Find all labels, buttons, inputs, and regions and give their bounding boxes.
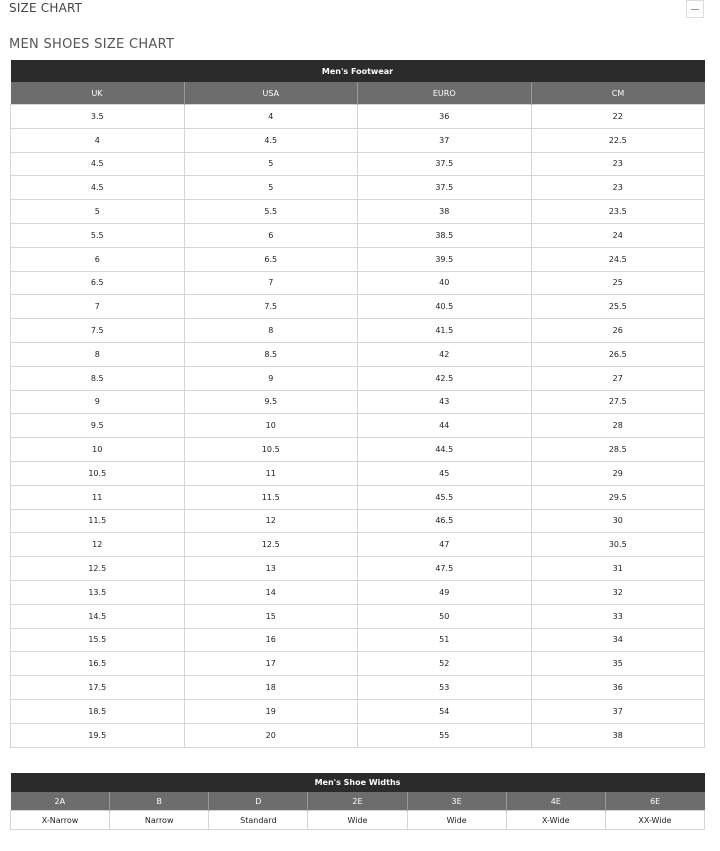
table-cell: 14.5 <box>11 604 185 628</box>
table-cell: 15.5 <box>11 628 185 652</box>
table-cell: 55 <box>358 723 532 747</box>
table-cell: 44 <box>358 414 532 438</box>
table-cell: 12 <box>184 509 358 533</box>
table-row <box>11 652 705 676</box>
table-cell: 27 <box>531 366 705 390</box>
table-cell: 42.5 <box>358 366 532 390</box>
table-row <box>11 128 705 152</box>
table-cell: 18 <box>184 676 358 700</box>
table-row <box>11 557 705 581</box>
shoe-width-table <box>10 773 705 830</box>
table-cell: 13.5 <box>11 580 185 604</box>
modal-title: SIZE CHART <box>9 1 83 15</box>
table-row <box>11 676 705 700</box>
table-cell: 9 <box>11 390 185 414</box>
column-header: UK <box>11 82 185 105</box>
table-caption: Men's Footwear <box>11 60 705 82</box>
table-row <box>11 811 705 830</box>
table-cell: 35 <box>531 652 705 676</box>
table-cell: 9 <box>184 366 358 390</box>
table-cell: 36 <box>358 105 532 129</box>
table-cell: 46.5 <box>358 509 532 533</box>
column-header: 2A <box>11 792 110 811</box>
table-row <box>11 319 705 343</box>
table-cell: 12.5 <box>11 557 185 581</box>
table-row <box>11 105 705 129</box>
column-header: USA <box>184 82 358 105</box>
table-cell: 53 <box>358 676 532 700</box>
table-cell: 26 <box>531 319 705 343</box>
table-cell: 6 <box>184 223 358 247</box>
table-row <box>11 509 705 533</box>
table-row <box>11 533 705 557</box>
table-cell: 19 <box>184 699 358 723</box>
table-cell: 8.5 <box>11 366 185 390</box>
table-cell: 4.5 <box>11 176 185 200</box>
table-cell: 51 <box>358 628 532 652</box>
table-cell: 26.5 <box>531 342 705 366</box>
table-cell: 47 <box>358 533 532 557</box>
table-cell: 3.5 <box>11 105 185 129</box>
column-header: B <box>110 792 209 811</box>
table-row <box>11 414 705 438</box>
table-cell: 6.5 <box>184 247 358 271</box>
table-cell: 11 <box>184 461 358 485</box>
table-row <box>11 699 705 723</box>
table-row <box>11 223 705 247</box>
table-cell: 24 <box>531 223 705 247</box>
table-row <box>11 723 705 747</box>
table-row <box>11 580 705 604</box>
table-cell: 5 <box>184 176 358 200</box>
table-row <box>11 438 705 462</box>
table-cell: 25 <box>531 271 705 295</box>
table-cell: 37.5 <box>358 152 532 176</box>
table-cell: 28.5 <box>531 438 705 462</box>
column-header: 6E <box>605 792 704 811</box>
table-caption: Men's Shoe Widths <box>11 773 705 792</box>
table-cell: 14 <box>184 580 358 604</box>
table-cell: 23.5 <box>531 200 705 224</box>
table-cell: 8.5 <box>184 342 358 366</box>
table-cell: 11.5 <box>11 509 185 533</box>
table-cell: 9.5 <box>184 390 358 414</box>
table-cell: 17.5 <box>11 676 185 700</box>
table-cell: 5.5 <box>11 223 185 247</box>
modal-header <box>0 0 720 22</box>
table-cell: 40 <box>358 271 532 295</box>
table-cell: 7.5 <box>184 295 358 319</box>
table-cell: 12 <box>11 533 185 557</box>
table-cell: 41.5 <box>358 319 532 343</box>
table-cell: 39.5 <box>358 247 532 271</box>
table-cell: 16 <box>184 628 358 652</box>
table-cell: 43 <box>358 390 532 414</box>
table-cell: 37.5 <box>358 176 532 200</box>
table-cell: 25.5 <box>531 295 705 319</box>
column-header: EURO <box>358 82 532 105</box>
table-cell: Narrow <box>110 811 209 830</box>
table-cell: 38 <box>358 200 532 224</box>
table-cell: 11.5 <box>184 485 358 509</box>
table-row <box>11 271 705 295</box>
column-header: 4E <box>506 792 605 811</box>
table-cell: 4 <box>11 128 185 152</box>
table-cell: X-Wide <box>506 811 605 830</box>
table-cell: 10.5 <box>11 461 185 485</box>
table-cell: 17 <box>184 652 358 676</box>
table-cell: 4.5 <box>184 128 358 152</box>
table-cell: 49 <box>358 580 532 604</box>
table-cell: 7.5 <box>11 319 185 343</box>
table-cell: 7 <box>184 271 358 295</box>
table-row <box>11 295 705 319</box>
minus-icon[interactable] <box>686 0 704 18</box>
table-cell: 6 <box>11 247 185 271</box>
table-cell: 22 <box>531 105 705 129</box>
table-row <box>11 342 705 366</box>
table-cell: X-Narrow <box>11 811 110 830</box>
table-cell: 23 <box>531 152 705 176</box>
table-cell: 7 <box>11 295 185 319</box>
table-cell: 9.5 <box>11 414 185 438</box>
table-cell: 42 <box>358 342 532 366</box>
table-cell: 20 <box>184 723 358 747</box>
column-header: D <box>209 792 308 811</box>
table-cell: 38.5 <box>358 223 532 247</box>
table-cell: 10.5 <box>184 438 358 462</box>
table-cell: 37 <box>531 699 705 723</box>
table-cell: 54 <box>358 699 532 723</box>
table-cell: 33 <box>531 604 705 628</box>
table-cell: 45.5 <box>358 485 532 509</box>
table-cell: XX-Wide <box>605 811 704 830</box>
table-cell: 8 <box>184 319 358 343</box>
table-cell: 5 <box>184 152 358 176</box>
table-cell: Wide <box>407 811 506 830</box>
table-cell: 10 <box>184 414 358 438</box>
table-cell: 30 <box>531 509 705 533</box>
table-cell: 11 <box>11 485 185 509</box>
table-cell: 38 <box>531 723 705 747</box>
table-cell: 27.5 <box>531 390 705 414</box>
table-cell: 15 <box>184 604 358 628</box>
table-cell: 22.5 <box>531 128 705 152</box>
table-cell: 16.5 <box>11 652 185 676</box>
table-cell: 34 <box>531 628 705 652</box>
table-cell: 4.5 <box>11 152 185 176</box>
table-row <box>11 485 705 509</box>
table-row <box>11 200 705 224</box>
table-cell: 52 <box>358 652 532 676</box>
table-cell: 19.5 <box>11 723 185 747</box>
section-title: MEN SHOES SIZE CHART <box>9 37 175 52</box>
table-cell: Wide <box>308 811 407 830</box>
table-row <box>11 247 705 271</box>
table-cell: 45 <box>358 461 532 485</box>
table-cell: 31 <box>531 557 705 581</box>
table-cell: 5 <box>11 200 185 224</box>
table-cell: 40.5 <box>358 295 532 319</box>
column-header: CM <box>531 82 705 105</box>
table-row <box>11 461 705 485</box>
table-row <box>11 176 705 200</box>
table-cell: 23 <box>531 176 705 200</box>
table-cell: Standard <box>209 811 308 830</box>
table-row <box>11 604 705 628</box>
table-cell: 18.5 <box>11 699 185 723</box>
table-row <box>11 366 705 390</box>
table-row <box>11 152 705 176</box>
table-row <box>11 390 705 414</box>
footwear-size-table <box>10 60 705 748</box>
table-cell: 47.5 <box>358 557 532 581</box>
table-cell: 5.5 <box>184 200 358 224</box>
table-cell: 8 <box>11 342 185 366</box>
table-cell: 4 <box>184 105 358 129</box>
table-cell: 50 <box>358 604 532 628</box>
table-cell: 13 <box>184 557 358 581</box>
table-cell: 37 <box>358 128 532 152</box>
table-cell: 30.5 <box>531 533 705 557</box>
table-cell: 44.5 <box>358 438 532 462</box>
table-cell: 12.5 <box>184 533 358 557</box>
column-header: 2E <box>308 792 407 811</box>
table-cell: 24.5 <box>531 247 705 271</box>
table-cell: 29.5 <box>531 485 705 509</box>
column-header: 3E <box>407 792 506 811</box>
table-row <box>11 628 705 652</box>
table-cell: 6.5 <box>11 271 185 295</box>
table-cell: 28 <box>531 414 705 438</box>
table-cell: 36 <box>531 676 705 700</box>
table-cell: 32 <box>531 580 705 604</box>
table-cell: 10 <box>11 438 185 462</box>
table-cell: 29 <box>531 461 705 485</box>
